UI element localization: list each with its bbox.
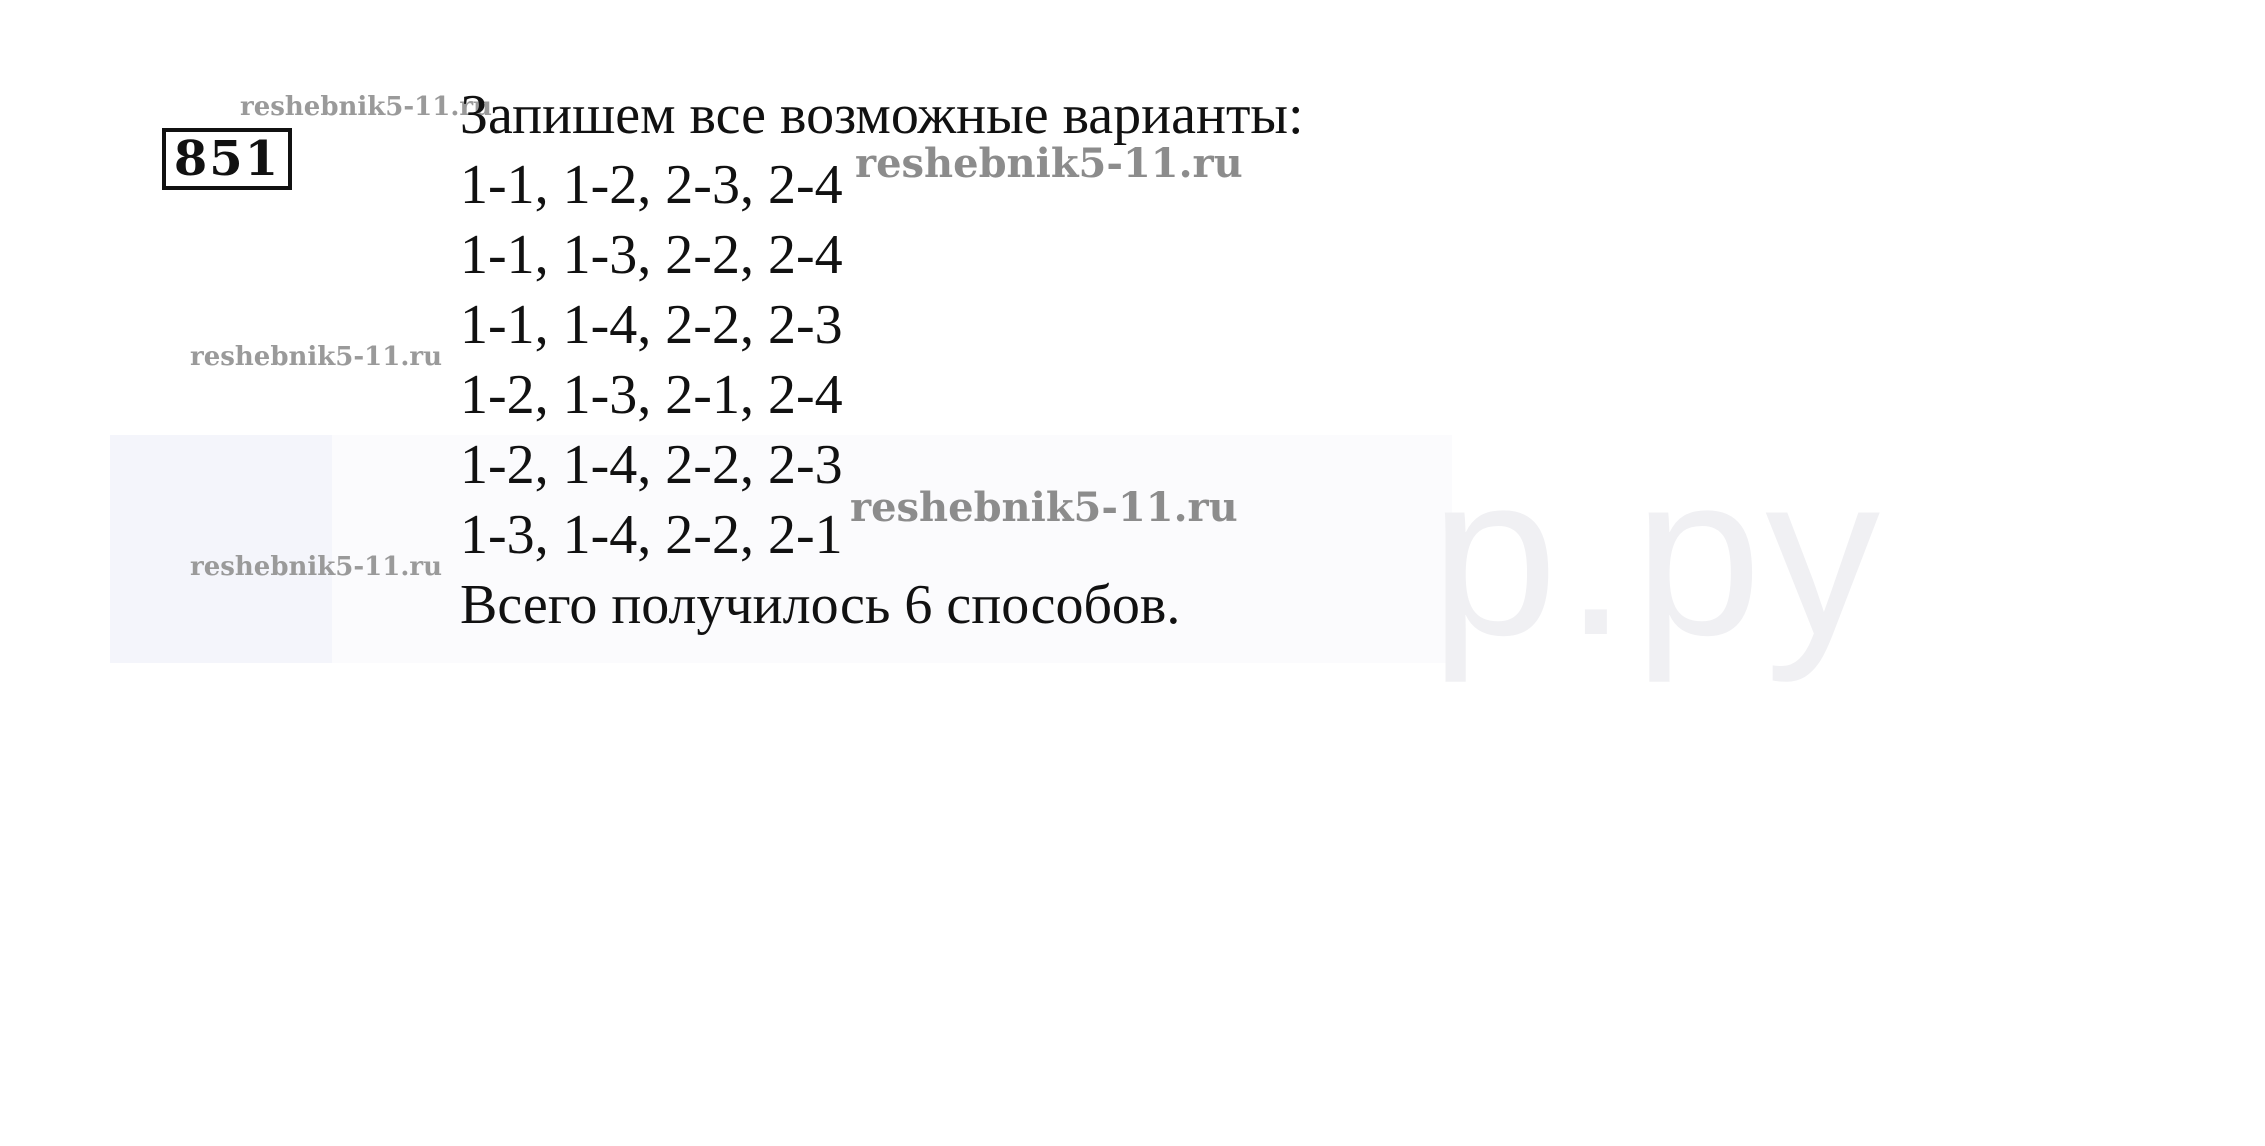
variant-line-5: 1-2, 1-4, 2-2, 2-3 (460, 434, 843, 496)
problem-number-box: 851 (162, 128, 292, 190)
solution-text (460, 80, 1460, 640)
faint-logo-watermark: р.ру (1430, 426, 1887, 683)
variant-line-6: 1-3, 1-4, 2-2, 2-1 (460, 504, 843, 566)
solution-conclusion: Всего получилось 6 способов. (460, 574, 1181, 636)
watermark-upper-right: reshebnik5-11.ru (855, 140, 1243, 187)
watermark-lower-right: reshebnik5-11.ru (850, 484, 1238, 531)
variant-line-4: 1-2, 1-3, 2-1, 2-4 (460, 364, 843, 426)
variant-line-1: 1-1, 1-2, 2-3, 2-4 (460, 154, 843, 216)
watermark-bottom-left: reshebnik5-11.ru (190, 552, 443, 582)
variant-line-2: 1-1, 1-3, 2-2, 2-4 (460, 224, 843, 286)
watermark-top-left: reshebnik5-11.ru (240, 92, 493, 122)
background-panel (110, 435, 332, 663)
watermark-middle-left: reshebnik5-11.ru (190, 342, 443, 372)
variant-line-3: 1-1, 1-4, 2-2, 2-3 (460, 294, 843, 356)
solution-intro: Запишем все возможные варианты: (460, 84, 1304, 146)
